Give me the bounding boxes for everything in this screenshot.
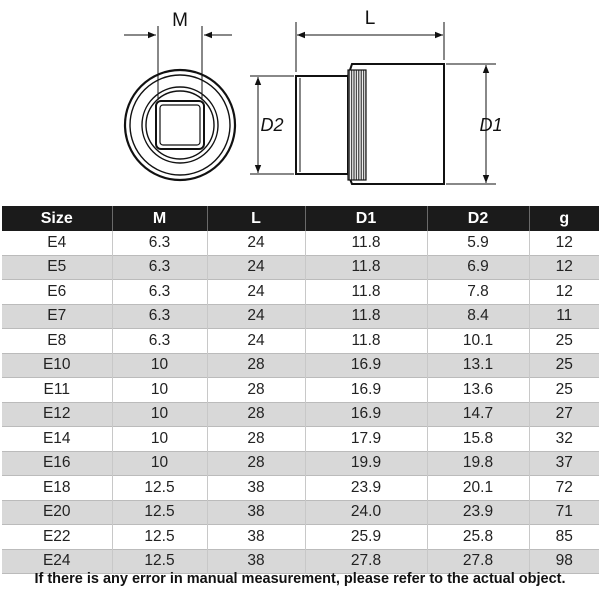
dimension-label-d2: D2 [260,115,284,135]
cell-m: 12.5 [112,525,207,550]
cell-m: 10 [112,402,207,427]
dimension-label-m: M [172,10,188,31]
cell-g: 25 [529,378,599,403]
cell-d1: 16.9 [305,378,427,403]
cell-m: 6.3 [112,329,207,354]
dimension-label-d1: D1 [479,115,503,135]
cell-size: E12 [2,402,112,427]
cell-g: 25 [529,353,599,378]
cell-size: E10 [2,353,112,378]
cell-m: 12.5 [112,476,207,501]
table-row [2,549,599,574]
cell-l: 38 [207,549,305,574]
table-header-row [2,206,599,231]
cell-d1: 19.9 [305,451,427,476]
cell-m: 6.3 [112,280,207,305]
cell-d2: 20.1 [427,476,529,501]
cell-g: 27 [529,402,599,427]
cell-d2: 14.7 [427,402,529,427]
cell-size: E24 [2,549,112,574]
cell-g: 11 [529,304,599,329]
table-row [2,427,599,452]
table-row [2,304,599,329]
table-row [2,476,599,501]
cell-d1: 11.8 [305,280,427,305]
cell-g: 98 [529,549,599,574]
cell-d2: 10.1 [427,329,529,354]
table-row [2,500,599,525]
socket-side-view [250,8,503,184]
cell-d2: 8.4 [427,304,529,329]
cell-size: E4 [2,231,112,255]
cell-l: 24 [207,329,305,354]
cell-d1: 16.9 [305,353,427,378]
cell-size: E18 [2,476,112,501]
cell-l: 28 [207,353,305,378]
cell-l: 28 [207,427,305,452]
table-row [2,231,599,255]
technical-drawing [0,0,600,200]
cell-size: E14 [2,427,112,452]
cell-size: E20 [2,500,112,525]
cell-m: 6.3 [112,255,207,280]
cell-g: 37 [529,451,599,476]
cell-g: 71 [529,500,599,525]
cell-g: 32 [529,427,599,452]
cell-d1: 25.9 [305,525,427,550]
cell-l: 28 [207,378,305,403]
dimension-label-l: L [364,8,376,29]
cell-m: 6.3 [112,304,207,329]
socket-end-view [124,10,235,180]
cell-l: 38 [207,476,305,501]
cell-d2: 23.9 [427,500,529,525]
cell-d1: 11.8 [305,255,427,280]
cell-l: 28 [207,402,305,427]
cell-d1: 27.8 [305,549,427,574]
cell-size: E6 [2,280,112,305]
cell-d1: 16.9 [305,402,427,427]
column-header-d2: D2 [427,206,529,231]
cell-d2: 6.9 [427,255,529,280]
table-row [2,402,599,427]
cell-d1: 11.8 [305,329,427,354]
cell-size: E11 [2,378,112,403]
table-row [2,255,599,280]
cell-l: 24 [207,231,305,255]
table-row [2,280,599,305]
cell-l: 24 [207,304,305,329]
footnote: If there is any error in manual measurement, please refer to the actual object. [34,571,566,587]
table-row [2,329,599,354]
cell-d1: 11.8 [305,231,427,255]
cell-d2: 19.8 [427,451,529,476]
cell-m: 12.5 [112,500,207,525]
cell-g: 12 [529,231,599,255]
cell-m: 10 [112,427,207,452]
cell-d2: 15.8 [427,427,529,452]
cell-size: E22 [2,525,112,550]
cell-l: 38 [207,525,305,550]
cell-d2: 5.9 [427,231,529,255]
cell-m: 10 [112,451,207,476]
cell-d2: 13.1 [427,353,529,378]
cell-d1: 24.0 [305,500,427,525]
cell-g: 12 [529,280,599,305]
cell-m: 10 [112,378,207,403]
column-header-size: Size [2,206,112,231]
table-row [2,353,599,378]
cell-d1: 23.9 [305,476,427,501]
cell-size: E7 [2,304,112,329]
cell-m: 10 [112,353,207,378]
cell-g: 12 [529,255,599,280]
cell-size: E8 [2,329,112,354]
table-row [2,525,599,550]
cell-g: 25 [529,329,599,354]
cell-g: 72 [529,476,599,501]
column-header-m: M [112,206,207,231]
cell-size: E5 [2,255,112,280]
cell-d2: 7.8 [427,280,529,305]
cell-l: 24 [207,280,305,305]
cell-d1: 17.9 [305,427,427,452]
column-header-d1: D1 [305,206,427,231]
table-row [2,451,599,476]
table-row [2,378,599,403]
column-header-g: g [529,206,599,231]
cell-m: 6.3 [112,231,207,255]
cell-d2: 27.8 [427,549,529,574]
cell-g: 85 [529,525,599,550]
cell-d1: 11.8 [305,304,427,329]
cell-size: E16 [2,451,112,476]
cell-l: 24 [207,255,305,280]
specification-table [2,206,599,574]
cell-l: 28 [207,451,305,476]
cell-d2: 13.6 [427,378,529,403]
cell-m: 12.5 [112,549,207,574]
column-header-l: L [207,206,305,231]
cell-d2: 25.8 [427,525,529,550]
cell-l: 38 [207,500,305,525]
